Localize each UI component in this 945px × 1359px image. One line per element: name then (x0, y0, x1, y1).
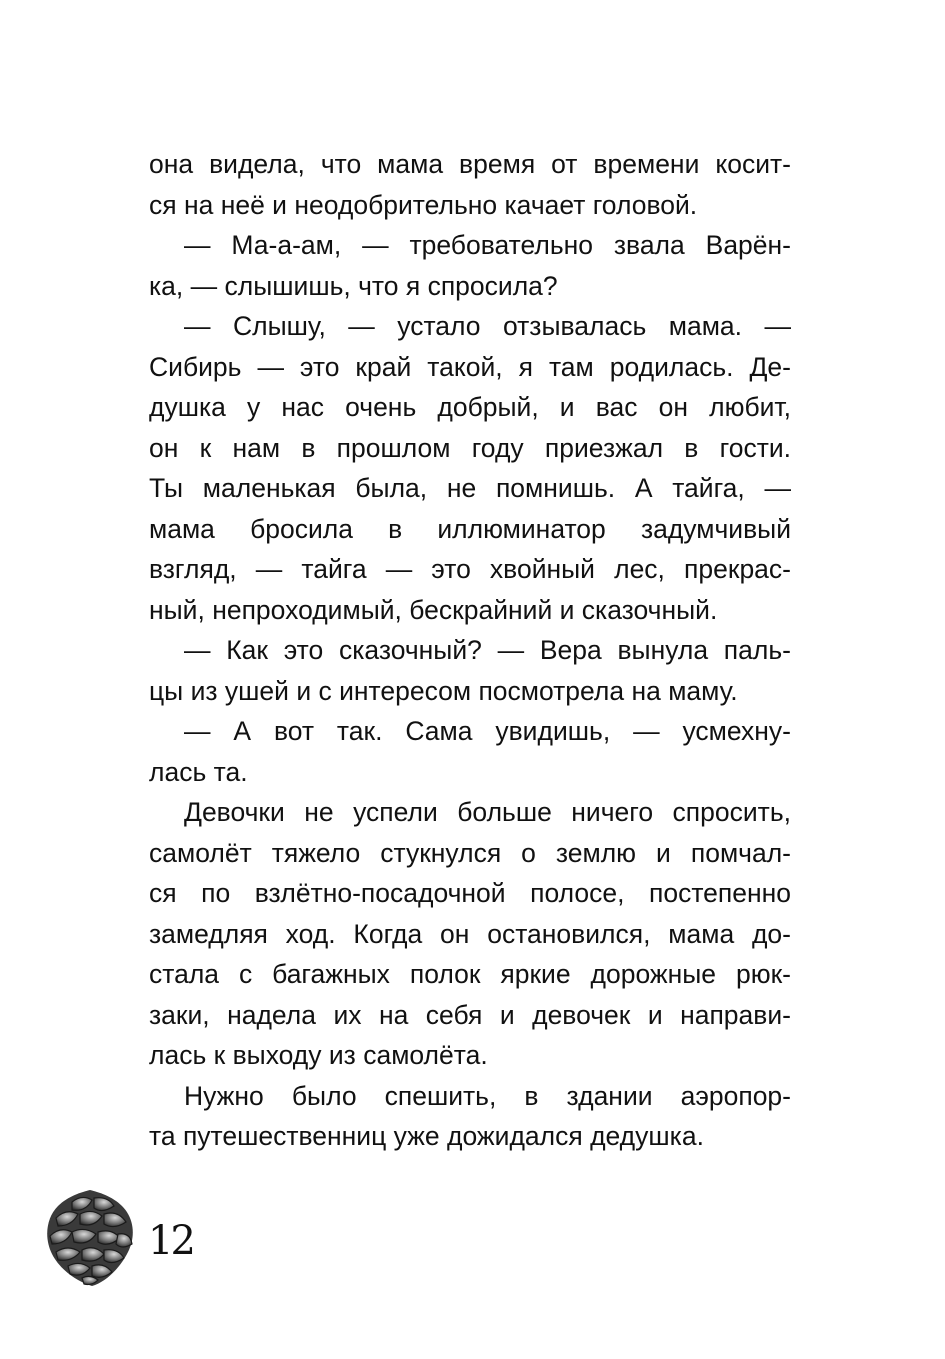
text-line: замедляя ход. Когда он остановился, мама до- (149, 918, 791, 949)
body-text (149, 144, 791, 1157)
text-line: взгляд, — тайга — это хвойный лес, прекрас- (149, 554, 791, 584)
text-line: Девочки не успели больше ничего спросить, (184, 797, 791, 827)
text-line: ный, непроходимый, бескрайний и сказочный. (149, 594, 718, 625)
text-line: душка у нас очень добрый, и вас он любит, (149, 392, 791, 422)
text-line: ся на неё и неодобрительно качает головой. (149, 189, 698, 220)
text-line: самолёт тяжело стукнулся о землю и помчал- (149, 837, 791, 868)
text-line: стала с багажных полок яркие дорожные рюк- (149, 959, 791, 989)
text-line: цы из ушей и с интересом посмотрела на маму. (149, 675, 738, 706)
text-line: заки, надела их на себя и девочек и направи- (149, 999, 791, 1030)
text-line: — Ма-а-ам, — требовательно звала Варён- (184, 230, 791, 260)
text-line: Ты маленькая была, не помнишь. А тайга, — (149, 473, 791, 503)
text-line: мама бросила в иллюминатор задумчивый (149, 513, 791, 544)
text-line: ся по взлётно-посадочной полосе, постепенно (149, 878, 791, 908)
text-line: она видела, что мама время от времени косит- (149, 149, 791, 179)
text-line: ка, — слышишь, что я спросила? (149, 270, 558, 301)
text-line: — Как это сказочный? — Вера вынула паль- (184, 635, 791, 665)
text-line: он к нам в прошлом году приезжал в гости. (149, 432, 791, 463)
text-line: Сибирь — это край такой, я там родилась. Де- (149, 351, 791, 382)
text-line: — А вот так. Сама увидишь, — усмехну- (184, 716, 791, 746)
page-number: 12 (148, 1218, 193, 1264)
text-line: лась та. (149, 756, 248, 787)
text-line: лась к выходу из самолёта. (149, 1040, 488, 1070)
text-line: — Слышу, — устало отзывалась мама. — (184, 311, 791, 341)
text-line: Нужно было спешить, в здании аэропор- (184, 1080, 791, 1111)
pine-cone-icon (42, 1188, 138, 1288)
text-line: та путешественниц уже дожидался дедушка. (149, 1121, 704, 1151)
